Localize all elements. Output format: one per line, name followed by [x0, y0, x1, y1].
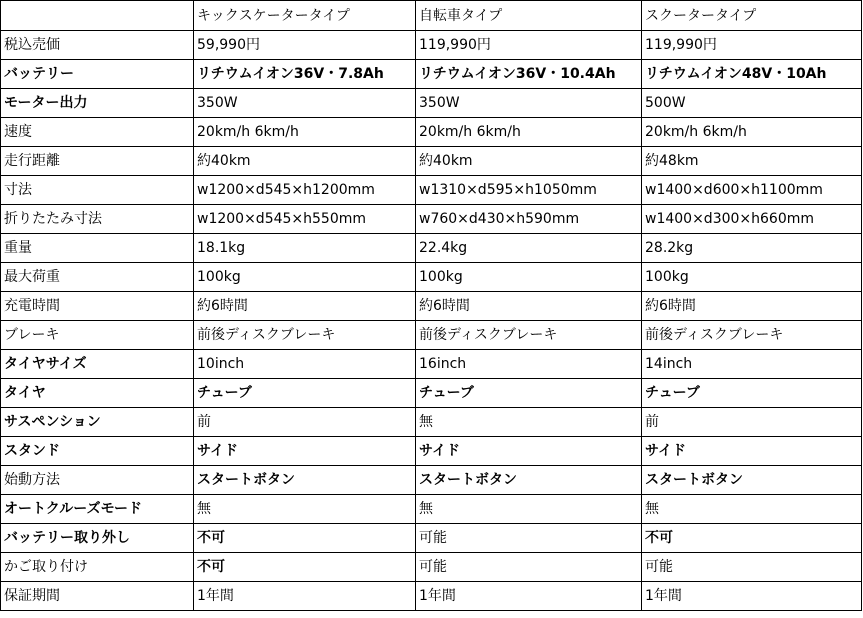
- table-row: [1, 466, 862, 495]
- row-label-max-load: 最大荷重: [1, 263, 194, 292]
- table-cell: 可能: [416, 553, 642, 582]
- table-row: [1, 553, 862, 582]
- table-row: [1, 321, 862, 350]
- table-row: [1, 350, 862, 379]
- table-cell: 約48km: [642, 147, 862, 176]
- table-cell: 1年間: [642, 582, 862, 611]
- table-cell: 22.4kg: [416, 234, 642, 263]
- table-cell: 前: [642, 408, 862, 437]
- row-label-suspension: サスペンション: [1, 408, 194, 437]
- table-row: [1, 408, 862, 437]
- row-label-speed: 速度: [1, 118, 194, 147]
- row-label-warranty: 保証期間: [1, 582, 194, 611]
- table-cell: 1年間: [416, 582, 642, 611]
- table-cell: 約6時間: [642, 292, 862, 321]
- table-cell: スタートボタン: [416, 466, 642, 495]
- row-label-folded-dimensions: 折りたたみ寸法: [1, 205, 194, 234]
- table-cell: 1年間: [194, 582, 416, 611]
- table-cell: 14inch: [642, 350, 862, 379]
- table-cell: 無: [416, 408, 642, 437]
- table-row: [1, 495, 862, 524]
- table-cell: サイド: [642, 437, 862, 466]
- table-row: [1, 379, 862, 408]
- row-label-brake: ブレーキ: [1, 321, 194, 350]
- table-cell: w1200×d545×h1200mm: [194, 176, 416, 205]
- table-cell: 不可: [642, 524, 862, 553]
- row-label-charge-time: 充電時間: [1, 292, 194, 321]
- table-cell: 不可: [194, 524, 416, 553]
- row-label-start-method: 始動方法: [1, 466, 194, 495]
- header-scooter-type: スクータータイプ: [642, 1, 862, 31]
- table-cell: 無: [416, 495, 642, 524]
- table-cell: 500W: [642, 89, 862, 118]
- table-cell: 無: [642, 495, 862, 524]
- table-cell: 前後ディスクブレーキ: [416, 321, 642, 350]
- table-row: [1, 437, 862, 466]
- table-cell: 約6時間: [416, 292, 642, 321]
- header-row: [1, 1, 862, 31]
- table-cell: 100kg: [642, 263, 862, 292]
- table-cell: 16inch: [416, 350, 642, 379]
- table-cell: スタートボタン: [194, 466, 416, 495]
- table-cell: 20km/h 6km/h: [416, 118, 642, 147]
- row-label-auto-cruise: オートクルーズモード: [1, 495, 194, 524]
- row-label-tire: タイヤ: [1, 379, 194, 408]
- table-row: [1, 205, 862, 234]
- table-row: [1, 31, 862, 60]
- table-cell: 100kg: [416, 263, 642, 292]
- table-cell: 119,990円: [642, 31, 862, 60]
- table-cell: 18.1kg: [194, 234, 416, 263]
- table-row: [1, 524, 862, 553]
- table-cell: チューブ: [416, 379, 642, 408]
- table-cell: スタートボタン: [642, 466, 862, 495]
- row-label-weight: 重量: [1, 234, 194, 263]
- table-cell: 不可: [194, 553, 416, 582]
- table-cell: 59,990円: [194, 31, 416, 60]
- table-cell: 10inch: [194, 350, 416, 379]
- table-cell: 無: [194, 495, 416, 524]
- table-cell: 20km/h 6km/h: [642, 118, 862, 147]
- header-bicycle-type: 自転車タイプ: [416, 1, 642, 31]
- table-cell: サイド: [416, 437, 642, 466]
- row-label-battery-removal: バッテリー取り外し: [1, 524, 194, 553]
- table-cell: 前後ディスクブレーキ: [194, 321, 416, 350]
- table-row: [1, 292, 862, 321]
- table-cell: 前: [194, 408, 416, 437]
- table-row: [1, 60, 862, 89]
- table-cell: w1400×d600×h1100mm: [642, 176, 862, 205]
- table-cell: 100kg: [194, 263, 416, 292]
- table-cell: チューブ: [194, 379, 416, 408]
- table-cell: 約6時間: [194, 292, 416, 321]
- table-row: [1, 582, 862, 611]
- table-row: [1, 89, 862, 118]
- row-label-motor-output: モーター出力: [1, 89, 194, 118]
- table-cell: 約40km: [194, 147, 416, 176]
- table-row: [1, 118, 862, 147]
- table-cell: 350W: [416, 89, 642, 118]
- row-label-battery: バッテリー: [1, 60, 194, 89]
- table-cell: 20km/h 6km/h: [194, 118, 416, 147]
- table-cell: 可能: [642, 553, 862, 582]
- table-cell: リチウムイオン36V・10.4Ah: [416, 60, 642, 89]
- row-label-range: 走行距離: [1, 147, 194, 176]
- table-row: [1, 147, 862, 176]
- table-row: [1, 234, 862, 263]
- table-row: [1, 176, 862, 205]
- table-cell: 350W: [194, 89, 416, 118]
- table-cell: 119,990円: [416, 31, 642, 60]
- table-cell: w1400×d300×h660mm: [642, 205, 862, 234]
- row-label-dimensions: 寸法: [1, 176, 194, 205]
- row-label-basket-mount: かご取り付け: [1, 553, 194, 582]
- row-label-tire-size: タイヤサイズ: [1, 350, 194, 379]
- table-cell: 28.2kg: [642, 234, 862, 263]
- table-row: [1, 263, 862, 292]
- header-kickscooter-type: キックスケータータイプ: [194, 1, 416, 31]
- table-cell: w1310×d595×h1050mm: [416, 176, 642, 205]
- row-label-price: 税込売価: [1, 31, 194, 60]
- header-corner-cell: [1, 1, 194, 31]
- table-cell: リチウムイオン48V・10Ah: [642, 60, 862, 89]
- table-cell: チューブ: [642, 379, 862, 408]
- table-cell: w1200×d545×h550mm: [194, 205, 416, 234]
- table-cell: リチウムイオン36V・7.8Ah: [194, 60, 416, 89]
- table-cell: 約40km: [416, 147, 642, 176]
- row-label-stand: スタンド: [1, 437, 194, 466]
- table-cell: 可能: [416, 524, 642, 553]
- table-cell: 前後ディスクブレーキ: [642, 321, 862, 350]
- table-cell: サイド: [194, 437, 416, 466]
- table-cell: w760×d430×h590mm: [416, 205, 642, 234]
